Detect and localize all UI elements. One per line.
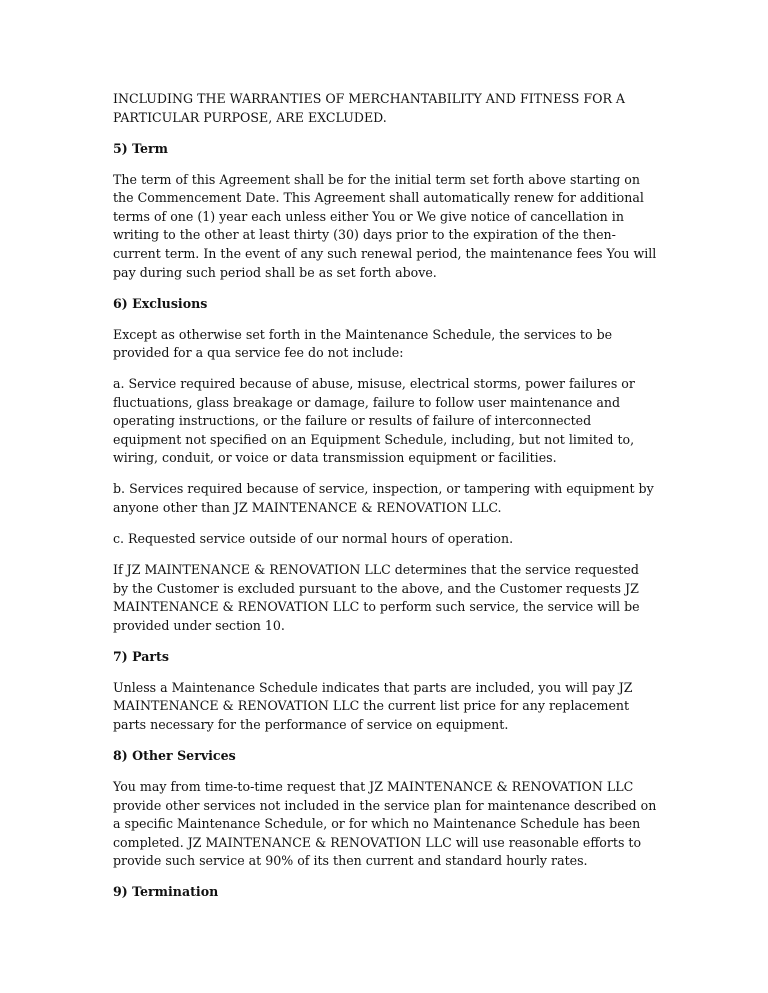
document-page [113, 90, 658, 914]
termination-heading: 9) Termination [113, 884, 219, 900]
other-services-heading: 8) Other Services [113, 747, 236, 763]
intro-paragraph: INCLUDING THE WARRANTIES OF MERCHANTABILITY AND FITNESS FOR A PARTICULAR PURPOSE, ARE EXCLUDED. [113, 91, 626, 125]
term-heading: 5) Term [113, 140, 169, 156]
exclusion-item-b: b. Services required because of service, inspection, or tampering with equipment by anyone other than JZ MAINTENANCE & RENOVATION LLC. [113, 481, 654, 516]
exclusion-item-a: a. Service required because of abuse, misuse, electrical storms, power failures or fluctuations, glass breakage or damage, failure to follow user maintenance and operating instructions, or the failure or results of failure of interconnected equipment not specified on an Equipment Schedule, including, but not limited to, wiring, conduit, or voice or data transmission equipment or facilities. [113, 376, 635, 466]
exclusions-closing-paragraph: If JZ MAINTENANCE & RENOVATION LLC determines that the service requested by the Customer is excluded pursuant to the above, and the Customer requests JZ MAINTENANCE & RENOVATION LLC to perform such service, the service will be provided under section 10. [113, 562, 640, 633]
exclusions-intro-paragraph: Except as otherwise set forth in the Maintenance Schedule, the services to be provided for a qua service fee do not include: [113, 326, 613, 361]
other-services-paragraph: You may from time-to-time request that JZ MAINTENANCE & RENOVATION LLC provide other services not included in the service plan for maintenance described on a specific Maintenance Schedule, or for which no Maintenance Schedule has been completed. JZ MAINTENANCE & RENOVATION LLC will use reasonable efforts to provide such service at 90% of its then current and standard hourly rates. [113, 778, 657, 869]
exclusion-item-c: c. Requested service outside of our normal hours of operation. [113, 531, 514, 547]
parts-paragraph: Unless a Maintenance Schedule indicates that parts are included, you will pay JZ MAINTENANCE & RENOVATION LLC the current list price for any replacement parts necessary for the performance of service on equipment. [113, 679, 633, 732]
exclusions-heading: 6) Exclusions [113, 295, 208, 311]
parts-heading: 7) Parts [113, 648, 169, 664]
term-paragraph: The term of this Agreement shall be for the initial term set forth above starting on the Commencement Date. This Agreement shall automatically renew for additional terms of one (1) year each unless either You or We give notice of cancellation in writing to the other at least thirty (30) days prior to the expiration of the then-current term. In the event of any such renewal period, the maintenance fees You will pay during such period shall be as set forth above. [113, 171, 657, 280]
